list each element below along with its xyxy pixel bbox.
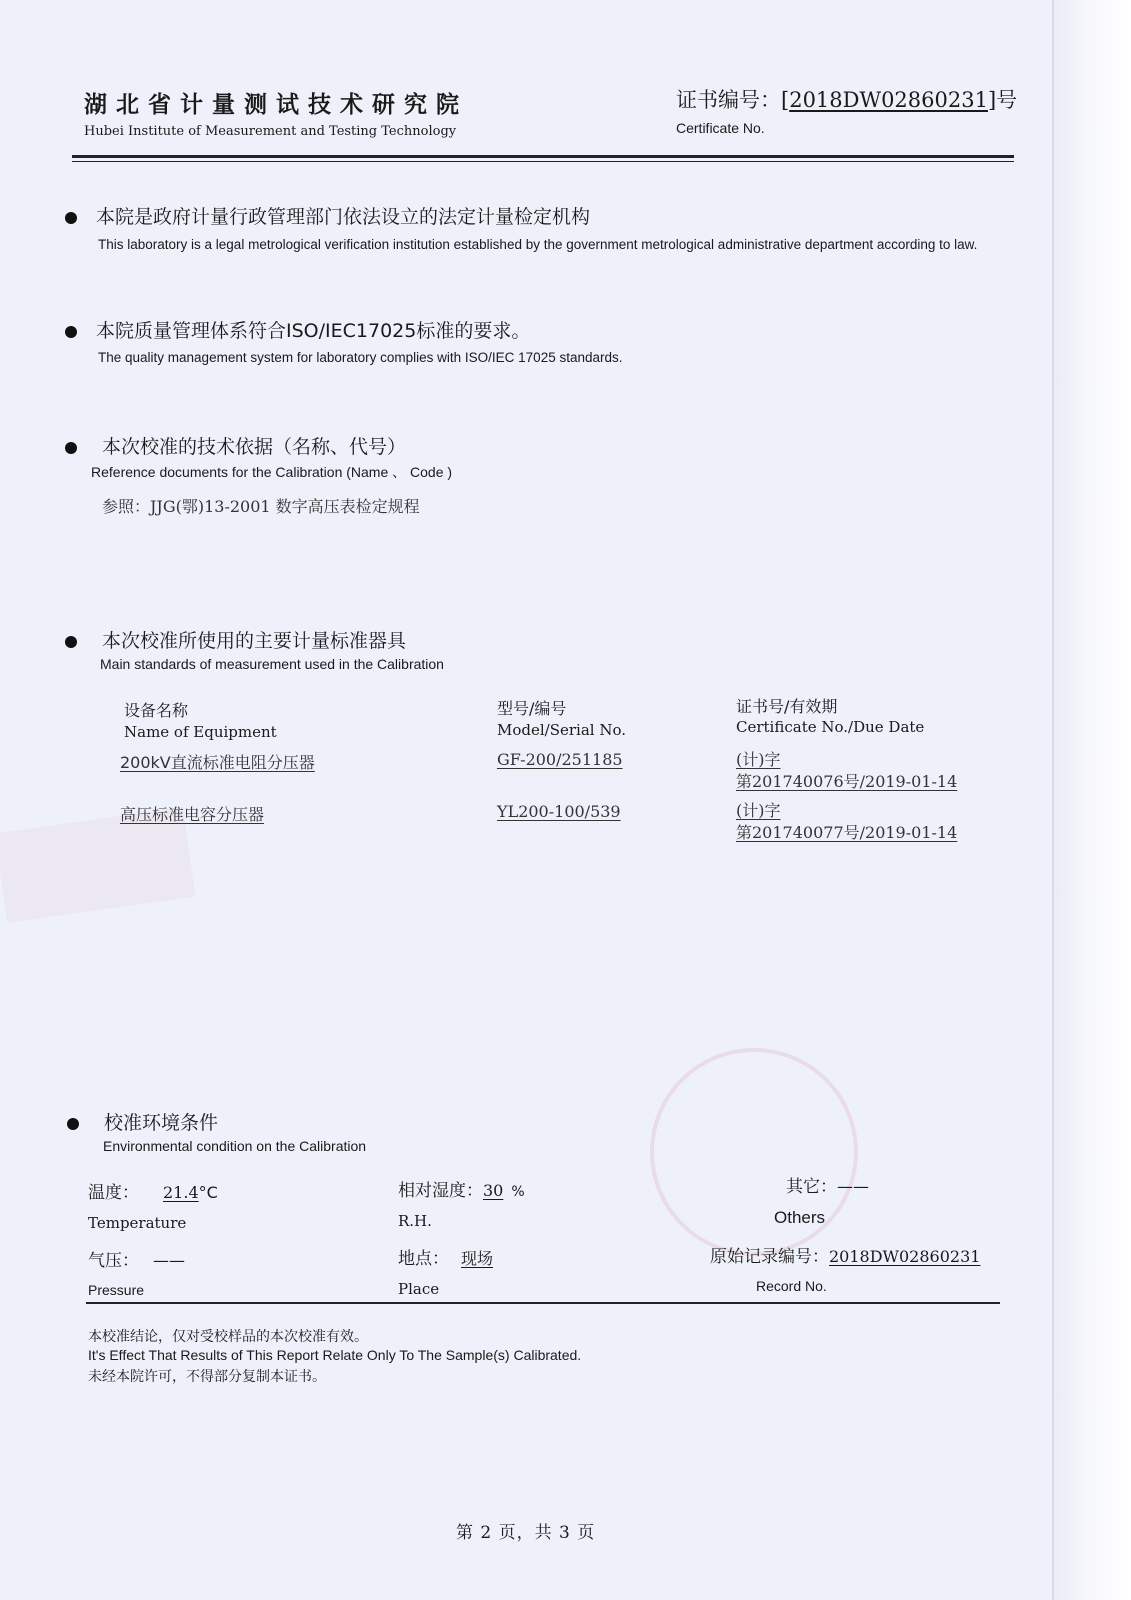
equipment-cert-line1: (计)字 (736, 750, 781, 769)
humidity-unit: % (511, 1184, 525, 1200)
environment-rule (86, 1302, 1000, 1304)
page-number: 第 2 页，共 3 页 (456, 1523, 596, 1543)
certificate-number: 证书编号：[2018DW02860231]号 (676, 88, 1018, 112)
humidity-value: 30 (483, 1181, 504, 1200)
header-model-cn: 型号/编号 (497, 699, 567, 718)
org-name-cn: 湖北省计量测试技术研究院 (84, 91, 468, 118)
bullet-icon (67, 1118, 79, 1130)
temperature-value: 21.4 (163, 1183, 199, 1202)
faint-seal-stamp (650, 1048, 858, 1256)
section2-title-cn: 本院质量管理体系符合ISO/IEC17025标准的要求。 (96, 320, 531, 342)
equipment-model: GF-200/251185 (497, 750, 623, 769)
place-value: 现场 (461, 1249, 494, 1268)
temperature-label-en: Temperature (88, 1214, 187, 1232)
cert-label-cn: 证书编号： (676, 88, 781, 112)
pressure-label-en: Pressure (88, 1282, 145, 1298)
bullet-icon (65, 636, 77, 648)
footer-note-cn-1: 本校准结论，仅对受校样品的本次校准有效。 (88, 1329, 368, 1345)
cert-suffix: 号 (996, 88, 1018, 112)
temperature-unit: °C (198, 1183, 218, 1202)
org-name-en: Hubei Institute of Measurement and Testing Technology (84, 124, 457, 139)
humidity-field: 相对湿度：30 % (398, 1181, 525, 1201)
section3-title-cn: 本次校准的技术依据（名称、代号） (102, 436, 407, 458)
header-cert-cn: 证书号/有效期 (736, 697, 838, 716)
equipment-cert-line2: 第201740076号/2019-01-14 (736, 772, 958, 791)
place-label-en: Place (398, 1280, 440, 1298)
page-edge-line (1052, 0, 1054, 1600)
section4-text-en: Main standards of measurement used in the Calibration (100, 656, 444, 672)
equipment-model: YL200-100/539 (497, 802, 621, 821)
humidity-label-en: R.H. (398, 1212, 432, 1230)
header-model-en: Model/Serial No. (497, 721, 627, 739)
header-rule-thin (72, 161, 1014, 162)
section1-title-cn: 本院是政府计量行政管理部门依法设立的法定计量检定机构 (96, 206, 591, 228)
footer-note-cn-2: 未经本院许可，不得部分复制本证书。 (88, 1369, 326, 1385)
place-field: 地点： 现场 (398, 1249, 494, 1269)
section3-text-en: Reference documents for the Calibration (Name 、 Code ) (91, 464, 453, 480)
record-number-label-en: Record No. (756, 1278, 827, 1294)
equipment-cert-line1: (计)字 (736, 801, 781, 820)
bullet-icon (65, 442, 77, 454)
cert-label-en: Certificate No. (676, 120, 765, 136)
pressure-field: 气压： —— (88, 1251, 185, 1271)
header-name-en: Name of Equipment (124, 723, 277, 741)
reference-document: 参照：JJG(鄂)13-2001 数字高压表检定规程 (102, 497, 420, 516)
page-edge (1053, 0, 1131, 1600)
header-rule-thick (72, 155, 1014, 158)
temperature-field: 温度： 21.4°C (88, 1183, 218, 1203)
equipment-cert-line2: 第201740077号/2019-01-14 (736, 823, 958, 842)
header-cert-en: Certificate No./Due Date (736, 718, 925, 736)
others-label-en: Others (774, 1208, 826, 1227)
record-number-value: 2018DW02860231 (829, 1247, 981, 1266)
pressure-value: —— (153, 1251, 185, 1270)
section4-title-cn: 本次校准所使用的主要计量标准器具 (102, 630, 407, 652)
env-title-cn: 校准环境条件 (104, 1112, 219, 1134)
record-number-field: 原始记录编号：2018DW02860231 (710, 1247, 981, 1267)
section2-text-en: The quality management system for laboratory complies with ISO/IEC 17025 standards. (98, 350, 623, 365)
cert-number-value: 2018DW02860231 (789, 88, 988, 112)
others-value: —— (837, 1177, 869, 1196)
bullet-icon (65, 326, 77, 338)
section1-text-en: This laboratory is a legal metrological verification institution established by the government metrological administrative department according to law. (98, 237, 978, 252)
bullet-icon (65, 212, 77, 224)
equipment-name: 高压标准电容分压器 (120, 805, 265, 824)
footer-note-en: It's Effect That Results of This Report Relate Only To The Sample(s) Calibrated. (88, 1347, 582, 1363)
equipment-name: 200kV直流标准电阻分压器 (120, 753, 315, 772)
env-title-en: Environmental condition on the Calibration (103, 1138, 367, 1154)
others-field: 其它：—— (786, 1177, 869, 1197)
header-name-cn: 设备名称 (124, 701, 189, 720)
